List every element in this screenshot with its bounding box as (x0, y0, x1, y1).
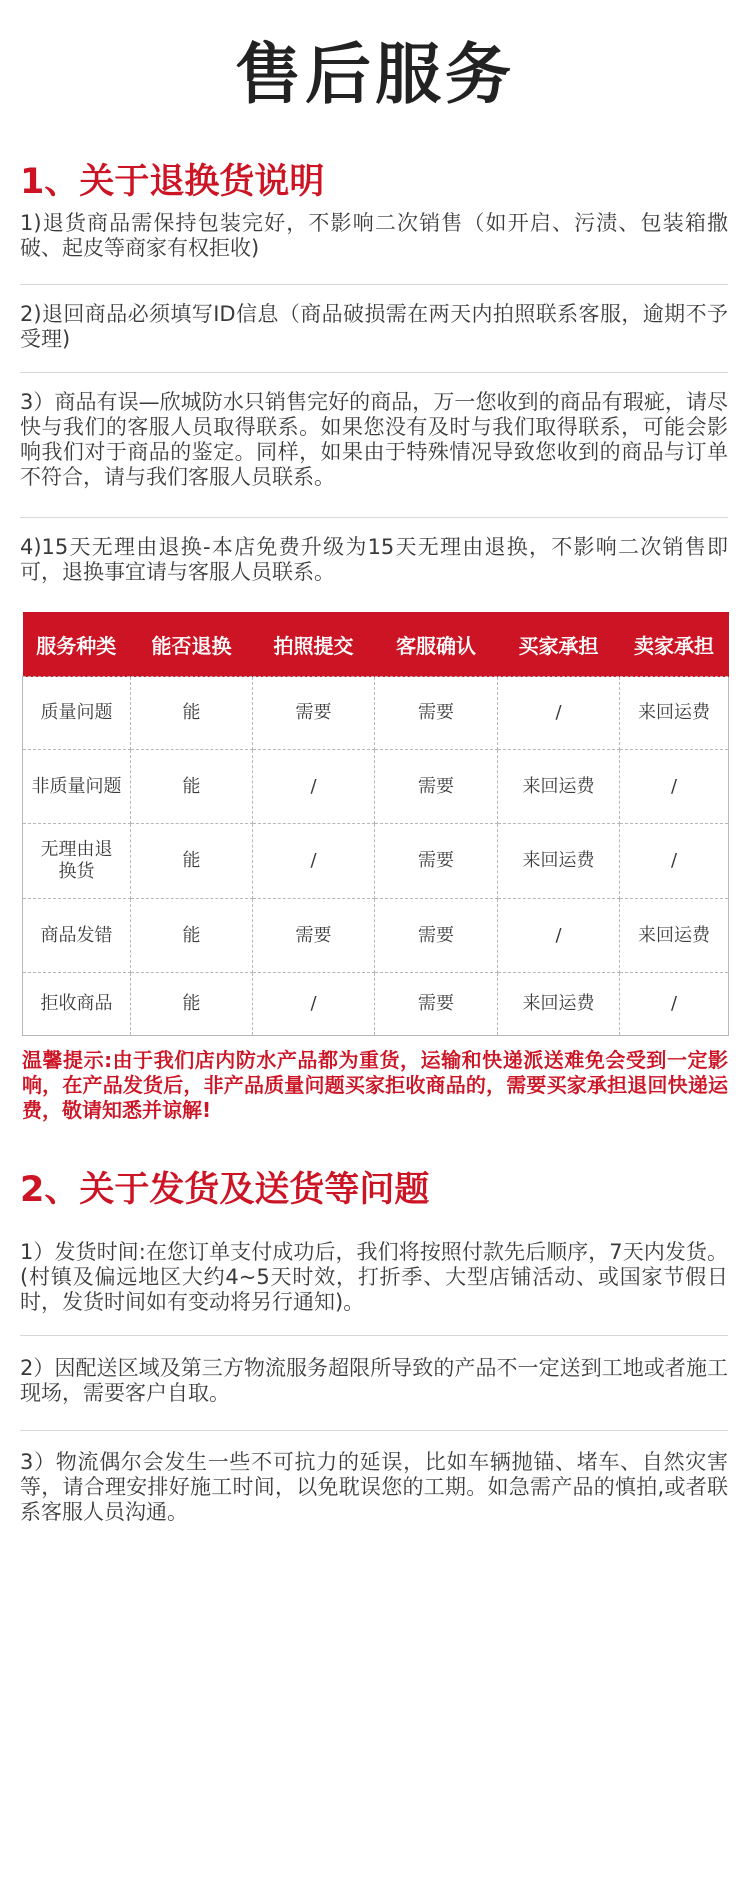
shipping-item-3: 3）物流偶尔会发生一些不可抗力的延误，比如车辆抛锚、堵车、自然灾害等，请合理安排好施工时间，以免耽误您的工期。如急需产品的慎拍,或者联系客服人员沟通。 (20, 1450, 728, 1524)
service-table (22, 612, 729, 1036)
table-cell: 非质量问题 (23, 750, 131, 824)
table-row (23, 899, 729, 973)
divider (20, 372, 728, 373)
table-cell: / (620, 750, 729, 824)
table-row (23, 677, 729, 750)
divider (20, 517, 728, 518)
section-heading-shipping: 2、关于发货及送货等问题 (20, 1170, 430, 1210)
table-row (23, 824, 729, 899)
header-service-type: 服务种类 (23, 612, 131, 677)
table-cell: 来回运费 (498, 750, 620, 824)
table-cell: / (253, 824, 375, 899)
divider (20, 1430, 728, 1431)
table-cell: 需要 (375, 750, 498, 824)
header-returnable: 能否退换 (131, 612, 253, 677)
table-cell: 需要 (375, 973, 498, 1036)
header-service-confirm: 客服确认 (375, 612, 498, 677)
table-cell: 能 (131, 973, 253, 1036)
table-cell: 质量问题 (23, 677, 131, 750)
table-cell: 无理由退换货 (23, 824, 131, 899)
table-header-row (23, 612, 729, 677)
table-row (23, 750, 729, 824)
table-cell: 来回运费 (498, 824, 620, 899)
table-cell: 来回运费 (498, 973, 620, 1036)
table-cell: 能 (131, 677, 253, 750)
divider (20, 1335, 728, 1336)
table-cell: 需要 (375, 824, 498, 899)
table-cell: 来回运费 (620, 899, 729, 973)
table-cell: / (498, 899, 620, 973)
table-cell: 需要 (253, 899, 375, 973)
table-row (23, 973, 729, 1036)
header-buyer-pays: 买家承担 (498, 612, 620, 677)
returns-item-1: 1)退货商品需保持包装完好，不影响二次销售（如开启、污渍、包装箱撒破、起皮等商家有权拒收) (20, 211, 728, 260)
table-cell: / (498, 677, 620, 750)
section-heading-returns: 1、关于退换货说明 (20, 162, 325, 202)
returns-item-2: 2)退回商品必须填写ID信息（商品破损需在两天内拍照联系客服，逾期不予受理) (20, 302, 728, 351)
table-cell: 拒收商品 (23, 973, 131, 1036)
table-cell: 来回运费 (620, 677, 729, 750)
table-cell: / (620, 973, 729, 1036)
returns-item-3: 3）商品有误—欣城防水只销售完好的商品，万一您收到的商品有瑕疵，请尽快与我们的客服人员取得联系。如果您没有及时与我们取得联系，可能会影响我们对于商品的鉴定。同样，如果由于特殊情况导致您收到的商品与订单不符合，请与我们客服人员联系。 (20, 390, 728, 489)
divider (20, 284, 728, 285)
warm-tip-notice: 温馨提示:由于我们店内防水产品都为重货，运输和快递派送难免会受到一定影响，在产品发货后，非产品质量问题买家拒收商品的，需要买家承担退回快递运费，敬请知悉并谅解! (22, 1048, 728, 1122)
table-cell: 能 (131, 899, 253, 973)
shipping-item-1: 1）发货时间:在您订单支付成功后，我们将按照付款先后顺序，7天内发货。(村镇及偏远地区大约4~5天时效，打折季、大型店铺活动、或国家节假日时，发货时间如有变动将另行通知)。 (20, 1240, 728, 1314)
table-cell: 需要 (375, 899, 498, 973)
table-cell: / (253, 750, 375, 824)
page-title: 售后服务 (235, 36, 515, 113)
table-cell: 能 (131, 824, 253, 899)
returns-item-4: 4)15天无理由退换-本店免费升级为15天无理由退换，不影响二次销售即可，退换事宜请与客服人员联系。 (20, 535, 728, 584)
table-cell: / (620, 824, 729, 899)
header-seller-pays: 卖家承担 (620, 612, 729, 677)
table-cell: 能 (131, 750, 253, 824)
table-cell: 需要 (375, 677, 498, 750)
table-cell: / (253, 973, 375, 1036)
table-cell: 需要 (253, 677, 375, 750)
shipping-item-2: 2）因配送区域及第三方物流服务超限所导致的产品不一定送到工地或者施工现场，需要客户自取。 (20, 1356, 728, 1405)
header-photo-submit: 拍照提交 (253, 612, 375, 677)
table-cell: 商品发错 (23, 899, 131, 973)
